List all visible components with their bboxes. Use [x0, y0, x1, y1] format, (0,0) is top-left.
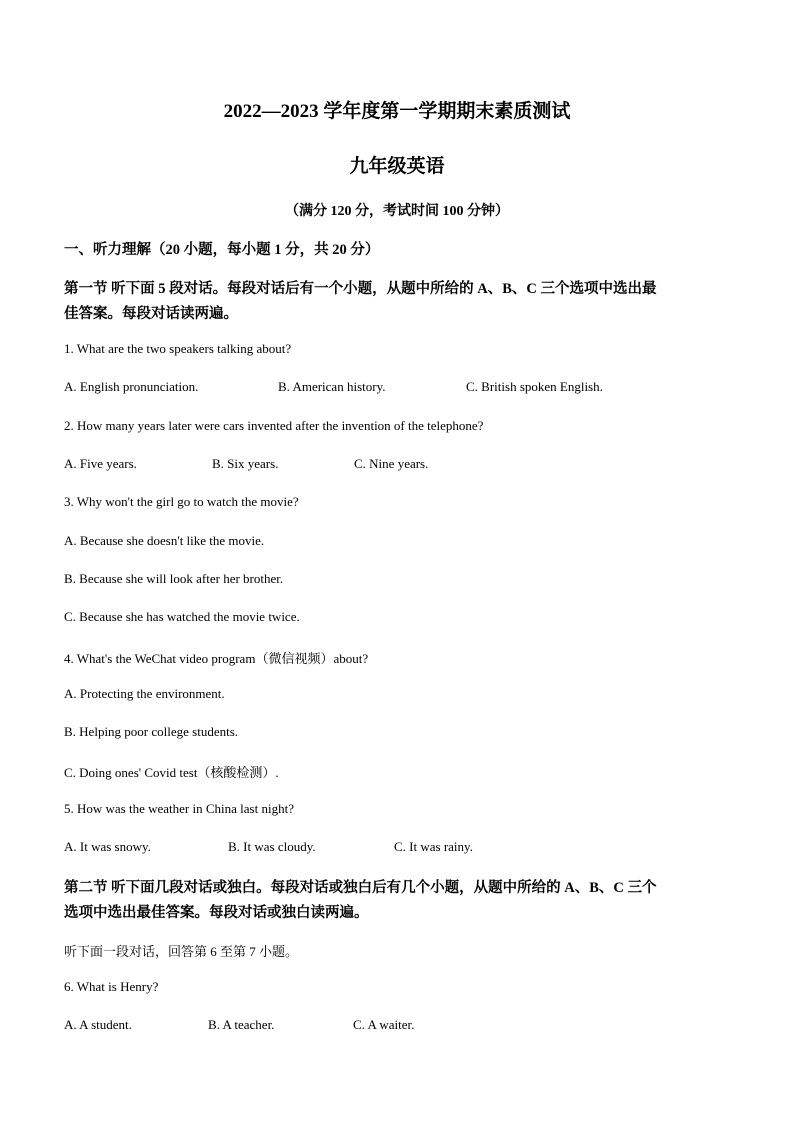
question-1-option-a: A. English pronunciation.: [64, 379, 199, 394]
question-2-option-c: C. Nine years.: [354, 456, 429, 471]
question-4-option-b: B. Helping poor college students.: [64, 724, 239, 739]
question-5-stem: 5. How was the weather in China last night?: [64, 801, 294, 816]
part1-heading: 一、听力理解（20 小题，每小题 1 分，共 20 分）: [64, 242, 380, 258]
exam-note: （满分 120 分，考试时间 100 分钟）: [285, 204, 509, 219]
question-4-stem: 4. What's the WeChat video program（微信视频）about?: [64, 651, 369, 666]
question-6-option-b: B. A teacher.: [208, 1017, 275, 1032]
question-6-stem: 6. What is Henry?: [64, 979, 159, 994]
question-4-option-c: C. Doing ones' Covid test（核酸检测）.: [64, 765, 279, 780]
question-1-option-b: B. American history.: [278, 379, 386, 394]
exam-subject: 九年级英语: [349, 156, 445, 177]
question-3-option-a: A. Because she doesn't like the movie.: [64, 533, 265, 548]
question-3-option-c: C. Because she has watched the movie twice.: [64, 609, 300, 624]
section1-instruction-line2: 佳答案。每段对话读两遍。: [64, 306, 238, 322]
dialog-intro: 听下面一段对话，回答第 6 至第 7 小题。: [64, 944, 299, 959]
question-2-stem: 2. How many years later were cars invented after the invention of the telephone?: [64, 418, 484, 433]
question-4-option-a: A. Protecting the environment.: [64, 686, 225, 701]
section1-instruction-line1: 第一节 听下面 5 段对话。每段对话后有一个小题，从题中所给的 A、B、C 三个选项中选出最: [64, 281, 657, 297]
section2-instruction-line1: 第二节 听下面几段对话或独白。每段对话或独白后有几个小题，从题中所给的 A、B、C 三个: [64, 880, 657, 896]
question-1-stem: 1. What are the two speakers talking about?: [64, 341, 292, 356]
question-5-option-b: B. It was cloudy.: [228, 839, 316, 854]
question-2-option-a: A. Five years.: [64, 456, 137, 471]
question-5-option-c: C. It was rainy.: [394, 839, 473, 854]
question-2-option-b: B. Six years.: [212, 456, 279, 471]
question-5-option-a: A. It was snowy.: [64, 839, 151, 854]
question-1-option-c: C. British spoken English.: [466, 379, 603, 394]
question-6-option-c: C. A waiter.: [353, 1017, 415, 1032]
question-6-option-a: A. A student.: [64, 1017, 132, 1032]
question-3-option-b: B. Because she will look after her brother.: [64, 571, 284, 586]
question-3-stem: 3. Why won't the girl go to watch the movie?: [64, 494, 299, 509]
exam-title: 2022—2023 学年度第一学期期末素质测试: [223, 101, 571, 122]
section2-instruction-line2: 选项中选出最佳答案。每段对话或独白读两遍。: [64, 905, 369, 921]
